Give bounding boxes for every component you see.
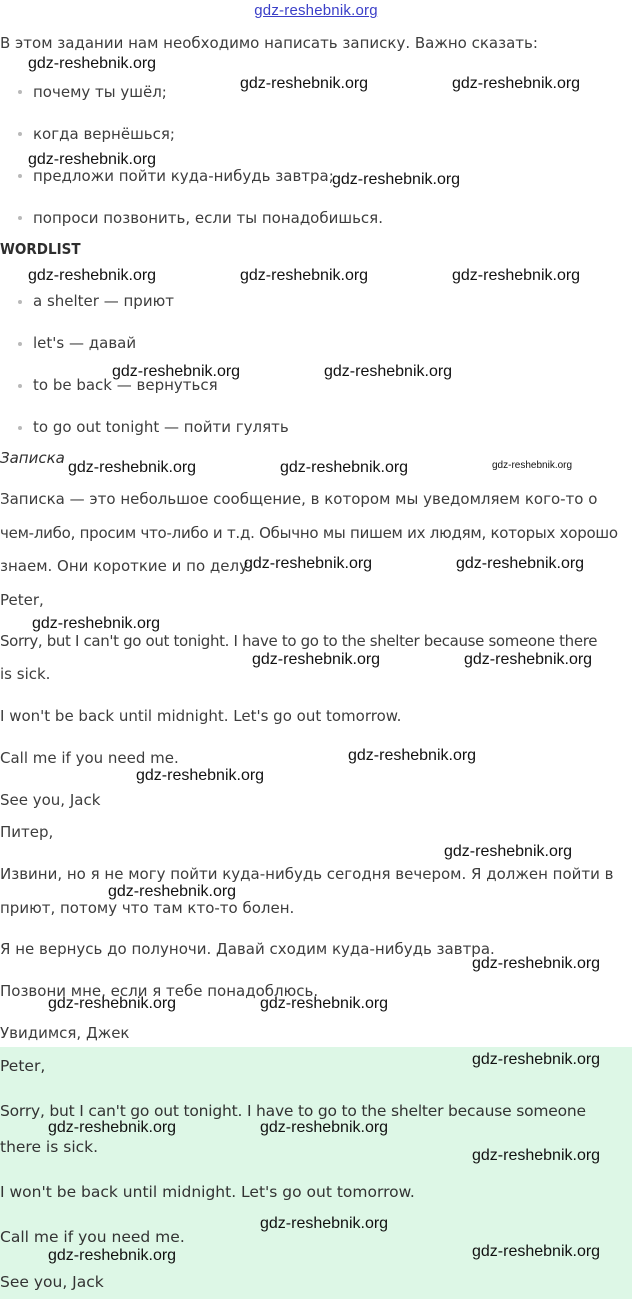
wordlist-item: to be back — вернуться	[33, 376, 218, 394]
site-title-link[interactable]: gdz-reshebnik.org	[254, 2, 378, 19]
answer-line: I won't be back until midnight. Let's go out tomorrow.	[0, 1183, 415, 1201]
answer-greeting: Peter,	[0, 1057, 46, 1075]
english-note-line: Sorry, but I can't go out tonight. I have to go to the shelter because someone there	[0, 632, 598, 650]
bullet-icon	[18, 384, 22, 388]
watermark: gdz-reshebnik.org	[240, 75, 369, 92]
watermark: gdz-reshebnik.org	[472, 1243, 601, 1260]
watermark: gdz-reshebnik.org	[280, 459, 409, 476]
watermark: gdz-reshebnik.org	[28, 151, 157, 168]
watermark: gdz-reshebnik.org	[108, 883, 237, 900]
watermark: gdz-reshebnik.org	[28, 55, 157, 72]
watermark: gdz-reshebnik.org	[136, 767, 265, 784]
russian-note-signoff: Увидимся, Джек	[0, 1024, 130, 1042]
bullet-icon	[18, 216, 22, 220]
watermark: gdz-reshebnik.org	[48, 1119, 177, 1136]
answer-line: Sorry, but I can't go out tonight. I have to go to the shelter because someone	[0, 1102, 586, 1120]
watermark: gdz-reshebnik.org	[472, 955, 601, 972]
bullet-icon	[18, 426, 22, 430]
russian-note-line: Позвони мне, если я тебе понадоблюсь.	[0, 982, 319, 1000]
russian-note-line: приют, потому что там кто-то болен.	[0, 899, 295, 917]
english-note-greeting: Peter,	[0, 591, 44, 609]
watermark: gdz-reshebnik.org	[32, 615, 161, 632]
intro-point: почему ты ушёл;	[33, 83, 167, 101]
bullet-icon	[18, 132, 22, 136]
bullet-icon	[18, 174, 22, 178]
english-note-line: is sick.	[0, 665, 51, 683]
watermark: gdz-reshebnik.org	[472, 1147, 601, 1164]
english-note-line: I won't be back until midnight. Let's go out tomorrow.	[0, 707, 402, 725]
answer-line: there is sick.	[0, 1138, 99, 1156]
watermark: gdz-reshebnik.org	[472, 1051, 601, 1068]
bullet-icon	[18, 90, 22, 94]
note-description-line: Записка — это небольшое сообщение, в котором мы уведомляем кого-то о	[0, 490, 598, 508]
english-note-signoff: See you, Jack	[0, 791, 101, 809]
watermark: gdz-reshebnik.org	[48, 1247, 177, 1264]
english-note-line: Call me if you need me.	[0, 749, 179, 767]
watermark: gdz-reshebnik.org	[452, 75, 581, 92]
wordlist-item: let's — давай	[33, 334, 137, 352]
bullet-icon	[18, 342, 22, 346]
watermark: gdz-reshebnik.org	[444, 843, 573, 860]
wordlist-item: a shelter — приют	[33, 292, 174, 310]
watermark: gdz-reshebnik.org	[28, 267, 157, 284]
watermark: gdz-reshebnik.org	[112, 363, 241, 380]
russian-note-line: Извини, но я не могу пойти куда-нибудь сегодня вечером. Я должен пойти в	[0, 865, 614, 883]
watermark: gdz-reshebnik.org	[260, 1215, 389, 1232]
watermark: gdz-reshebnik.org	[332, 171, 461, 188]
answer-signoff: See you, Jack	[0, 1273, 104, 1291]
watermark: gdz-reshebnik.org	[452, 267, 581, 284]
intro-point: когда вернёшься;	[33, 125, 175, 143]
watermark: gdz-reshebnik.org	[260, 995, 389, 1012]
note-description-line: знаем. Они короткие и по делу.	[0, 557, 253, 575]
watermark: gdz-reshebnik.org	[456, 555, 585, 572]
answer-line: Call me if you need me.	[0, 1228, 185, 1246]
watermark: gdz-reshebnik.org	[260, 1119, 389, 1136]
intro-point: предложи пойти куда-нибудь завтра;	[33, 167, 334, 185]
watermark: gdz-reshebnik.org	[492, 460, 573, 471]
russian-note-greeting: Питер,	[0, 823, 54, 841]
note-heading: Записка	[0, 449, 65, 467]
watermark: gdz-reshebnik.org	[68, 459, 197, 476]
watermark: gdz-reshebnik.org	[244, 555, 373, 572]
watermark: gdz-reshebnik.org	[240, 267, 369, 284]
note-description-line: чем-либо, просим что-либо и т.д. Обычно мы пишем их людям, которых хорошо	[0, 524, 618, 542]
watermark: gdz-reshebnik.org	[48, 995, 177, 1012]
bullet-icon	[18, 300, 22, 304]
russian-note-line: Я не вернусь до полуночи. Давай сходим куда-нибудь завтра.	[0, 940, 495, 958]
watermark: gdz-reshebnik.org	[324, 363, 453, 380]
watermark: gdz-reshebnik.org	[348, 747, 477, 764]
wordlist-item: to go out tonight — пойти гулять	[33, 418, 289, 436]
watermark: gdz-reshebnik.org	[464, 651, 593, 668]
intro-point: попроси позвонить, если ты понадобишься.	[33, 209, 383, 227]
watermark: gdz-reshebnik.org	[252, 651, 381, 668]
intro-text: В этом задании нам необходимо написать записку. Важно сказать:	[0, 34, 538, 52]
wordlist-heading: WORDLIST	[0, 240, 81, 258]
